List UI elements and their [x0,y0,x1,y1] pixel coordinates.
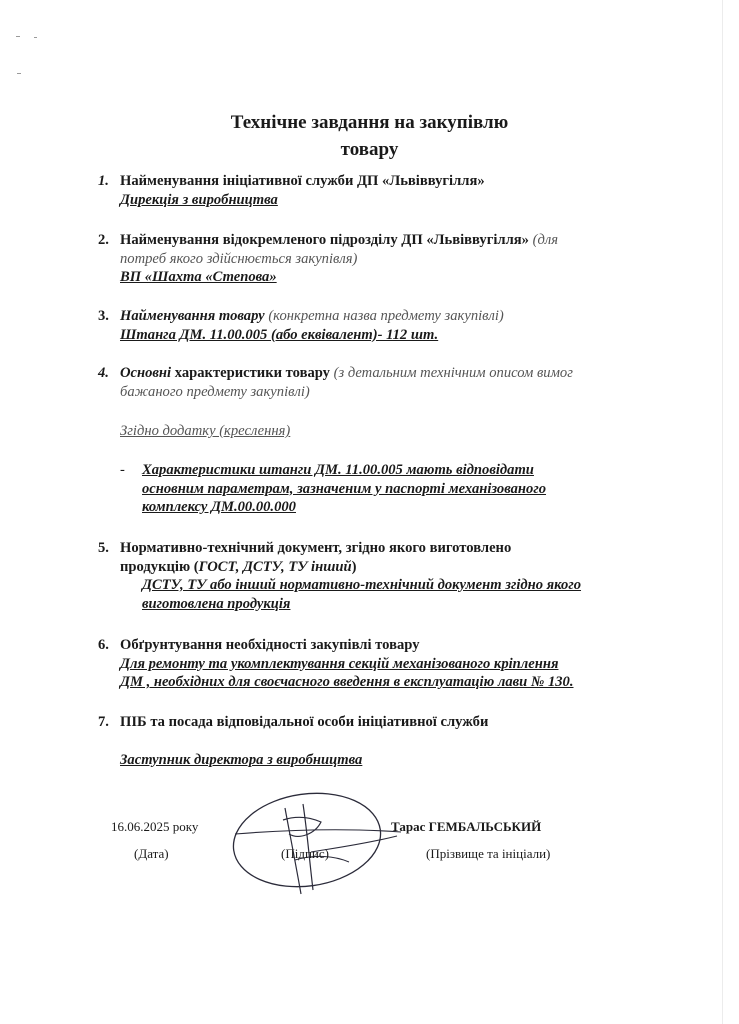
section-number: 6. [98,637,109,653]
signature-name: Тарас ГЕМБАЛЬСЬКИЙ [391,819,542,834]
section-heading: ПІБ та посада відповідальної особи ініціативної служби [120,714,489,730]
handwritten-signature [225,790,425,900]
section-heading: Найменування ініціативної служби ДП «Львіввугілля» [120,173,485,189]
bullet-dash: - [120,462,125,478]
document-title-line2: товару [340,139,399,160]
bullet-line: комплексу ДМ.00.00.000 [142,499,296,515]
scan-speck [17,73,21,74]
section-number: 5. [98,540,109,556]
section-value: Дирекція з виробництва [120,191,278,208]
section-value: ДСТУ, ТУ або інший нормативно-технічний документ згідно якого [142,577,582,593]
section-heading: Нормативно-технічний документ, згідно якого виготовлено [120,540,512,556]
signature-caption: (Підпис) [281,846,329,861]
section-hint: (з детальним технічним описом вимог [329,365,573,381]
section-hint: (конкретна назва предмету закупівлі) [264,308,504,324]
date-caption: (Дата) [134,846,169,861]
section-number: 3. [98,308,109,324]
section-heading-cont: продукцію ( [120,558,199,575]
document-title: Технічне завдання на закупівлю [230,112,509,133]
section-value-cont: ДМ , необхідних для своєчасного введення в експлуатацію лави № 130. [120,674,574,690]
section-value: ВП «Шахта «Степова» [120,269,277,285]
scan-speck [16,36,20,37]
section-subnote: Згідно додатку (креслення) [120,423,291,439]
signature-date: 16.06.2025 року [111,819,199,834]
section-hint-cont: потреб якого здійснюється закупівля) [120,250,358,267]
section-number: 7. [98,714,109,730]
section-value: Для ремонту та укомплектування секцій механізованого кріплення [120,655,559,672]
section-heading-end: ) [351,558,357,575]
section-heading: Обґрунтування необхідності закупівлі товару [120,637,420,653]
scan-speck [34,37,37,38]
bullet-line: Характеристики штанги ДМ. 11.00.005 мають відповідати [142,462,534,478]
section-heading: Основні [120,365,172,381]
section-hint: (для [528,232,559,248]
section-number: 1. [98,173,109,189]
section-heading-cont: характеристики товару [171,365,330,381]
section-hint-cont: бажаного предмету закупівлі) [120,383,310,400]
bullet-line: основним параметрам, зазначеним у паспорті механізованого [142,480,547,497]
section-heading: Найменування відокремленого підрозділу ДП «Львіввугілля» [120,232,529,248]
section-number: 2. [98,232,109,248]
section-value-cont: виготовлена продукція [142,595,291,612]
section-number: 4. [98,365,109,381]
section-heading-standards: ГОСТ, ДСТУ, ТУ інший [198,558,352,575]
section-heading: Найменування товару [120,308,265,324]
name-caption: (Прізвище та ініціали) [426,846,551,861]
section-value: Заступник директора з виробництва [120,752,363,768]
section-value: Штанга ДМ. 11.00.005 (або еквівалент)- 112 шт. [120,326,439,343]
